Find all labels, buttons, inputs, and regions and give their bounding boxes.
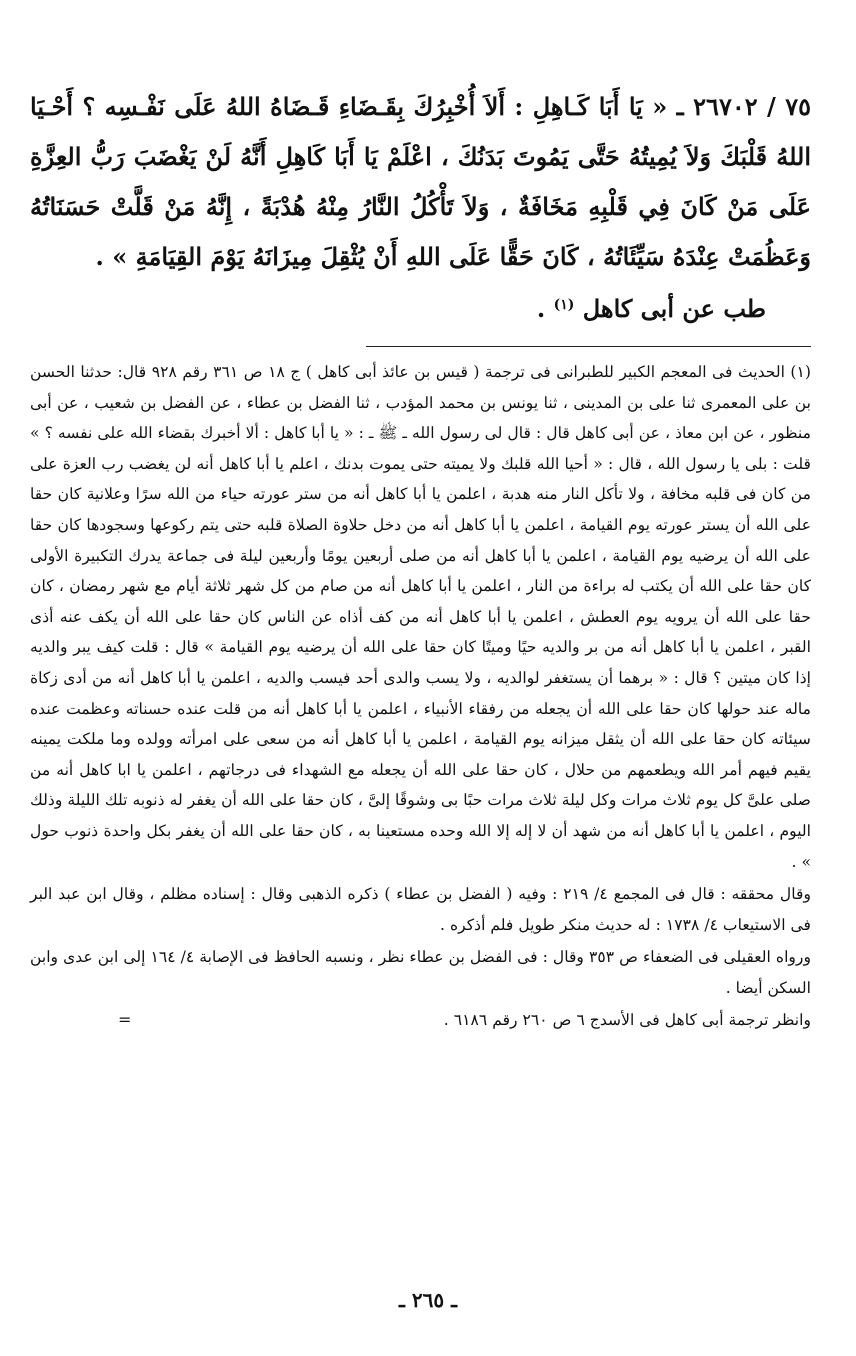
- hadith-source: [30, 282, 811, 332]
- page-number: ـ ٢٦٥ ـ: [399, 1288, 457, 1312]
- footnote-usd-text: وانظر ترجمة أبى كاهل فى الأسدج ٦ ص ٢٦٠ رقم ٦١٨٦ .: [443, 1011, 811, 1030]
- footnote-uqayli: ورواه العقيلى فى الضعفاء ص ٣٥٣ وقال : فى الفضل بن عطاء نظر ، ونسبه الحافظ فى الإصابة ٤/ ١٦٤ إلى ابن عدى وابن السكن أيضا .: [30, 948, 811, 997]
- hadith-text: [30, 82, 811, 282]
- page: [30, 82, 811, 1356]
- footnote-ref: (١): [553, 297, 575, 313]
- footnote-editor: وقال محققه : قال فى المجمع ٤/ ٢١٩ : وفيه ( الفضل بن عطاء ) ذكره الذهبى وقال : إسناده مظلم ، وقال ابن عبد البر فى الاستيعاب ٤/ ١٧٣٨ : له حديث منكر طويل فلم أذكره .: [30, 885, 811, 934]
- hadith-number: ٧٥ / ٢٦٧٠٢: [693, 92, 812, 121]
- footnote-1: (١) الحديث فى المعجم الكبير للطبرانى فى ترجمة ( قيس بن عائذ أبى كاهل ) ج ١٨ ص ٣٦١ رقم ٩٢٨ قال: حدثنا الحسن بن على المعمرى ثنا على بن المدينى ، ثنا يونس بن محمد المؤدب ، ثنا الفضل بن عطاء ، عن الفضل بن شعيب ، عن أبى منظور ، عن ابن معاذ ، عن أبى كاهل قال : قال لى رسول الله ـ ﷺ ـ : « يا أبا كاهل : ألا أخبرك بقضاء الله على نفسه ؟ » قلت : بلى يا رسول الله ، قال : « أحيا الله قلبك ولا يميته حتى يموت بدنك ، اعلم يا أبا كاهل أنه لن يغضب رب العزة على من كان فى قلبه مخافة ، ولا تأكل النار منه هدبة ، اعلمن يا أبا كاهل أنه من ستر عورته حياء من الله سرًا وعلانية كان حقا على الله أن يستر عورته يوم القيامة ، اعلمن يا أبا كاهل أنه من دخل حلاوة الصلاة قلبه حتى يتم ركوعها وسجودها كان حقا على الله أن يرضيه يوم القيامة ، اعلمن يا أبا كاهل أنه من صلى أربعين يومًا وأربعين ليلة فى جماعة يدرك التكبيرة الأولى كان حقا على الله أن يكتب له براءة من النار ، اعلمن يا أبا كاهل أنه من صام من كل شهر ثلاثة أيام مع شهر رمضان ، كان حقا على الله أن يرويه يوم العطش ، اعلمن يا أبا كاهل أنه من كف أذاه عن الناس كان حقا على الله أن يكف عنه أذى القبر ، اعلمن يا أبا كاهل أنه من بر والديه حيًا وميتًا كان حقا على الله أن يرضيه يوم القيامة » قال : قلت كيف يبر والديه إذا كان ميتين ؟ قال : « برهما أن يستغفر لوالديه ، ولا يسب والدى أحد فيسب والديه ، اعلمن يا أبا كاهل أنه من أدى زكاة ماله عند حولها كان حقا على الله أن يجعله من رفقاء الأنبياء ، اعلمن يا أبا كاهل أنه من قلت عنده حسناته وعظمت عنده سيئاته كان حقا على الله أن يثقل ميزانه يوم القيامة ، اعلمن يا أبا كاهل أنه من سعى على امرأته وولده وما ملكت يمينه يقيم فيهم أمر الله ويطعمهم من حلال ، كان حقا على الله أن يجعله مع الشهداء فى درجاتهم ، اعلمن يا ابا كاهل أنه من صلى علىَّ كل يوم ثلاث مرات وكل ليلة ثلاث مرات حبًا بى وشوقًا إلىَّ ، كان حقا على الله أن يغفر له ذنوبه تلك الليلة وذلك اليوم ، اعلمن يا أبا كاهل أنه من شهد أن لا إله إلا الله وحده مستعينا به ، كان حقا على الله أن يغفر بكل واحدة ذنوب حول » .: [30, 363, 811, 871]
- footnote-divider: [366, 346, 811, 347]
- footnote-usd: [30, 1005, 811, 1036]
- source-end: .: [536, 294, 546, 323]
- source-text: طب عن أبى كاهل: [582, 294, 766, 323]
- hadith-body: ـ « يَا أَبَا كَـاهِلِ : أَلاَ أُخْبِرُكَ بِقَـضَاءِ قَـضَاهُ اللهُ عَلَى نَفْـسِه ؟ أَحْـيَا اللهُ قَلْبَكَ وَلاَ يُمِيتُهُ حَتَّى يَمُوتَ بَدَنُكَ ، اعْلَمْ يَا أَبَا كَاهِلِ أَنَّهُ لَنْ يَغْضَبَ رَبُّ العِزَّةِ عَلَى مَنْ كَانَ فِي قَلْبِهِ مَخَافَةٌ ، وَلاَ تَأْكُلُ النَّارُ مِنْهُ هُدْبَةً ، إِنَّهُ مَنْ قَلَّتْ حَسَنَاتُهُ وَعَظُمَتْ عِنْدَهُ سَيِّئَاتُهُ ، كَانَ حَقًّا عَلَى اللهِ أَنْ يُثْقِلَ مِيزَانَهُ يَوْمَ القِيَامَةِ » .: [30, 92, 811, 271]
- footnotes: [30, 357, 811, 1036]
- continuation-mark: =: [118, 1010, 132, 1030]
